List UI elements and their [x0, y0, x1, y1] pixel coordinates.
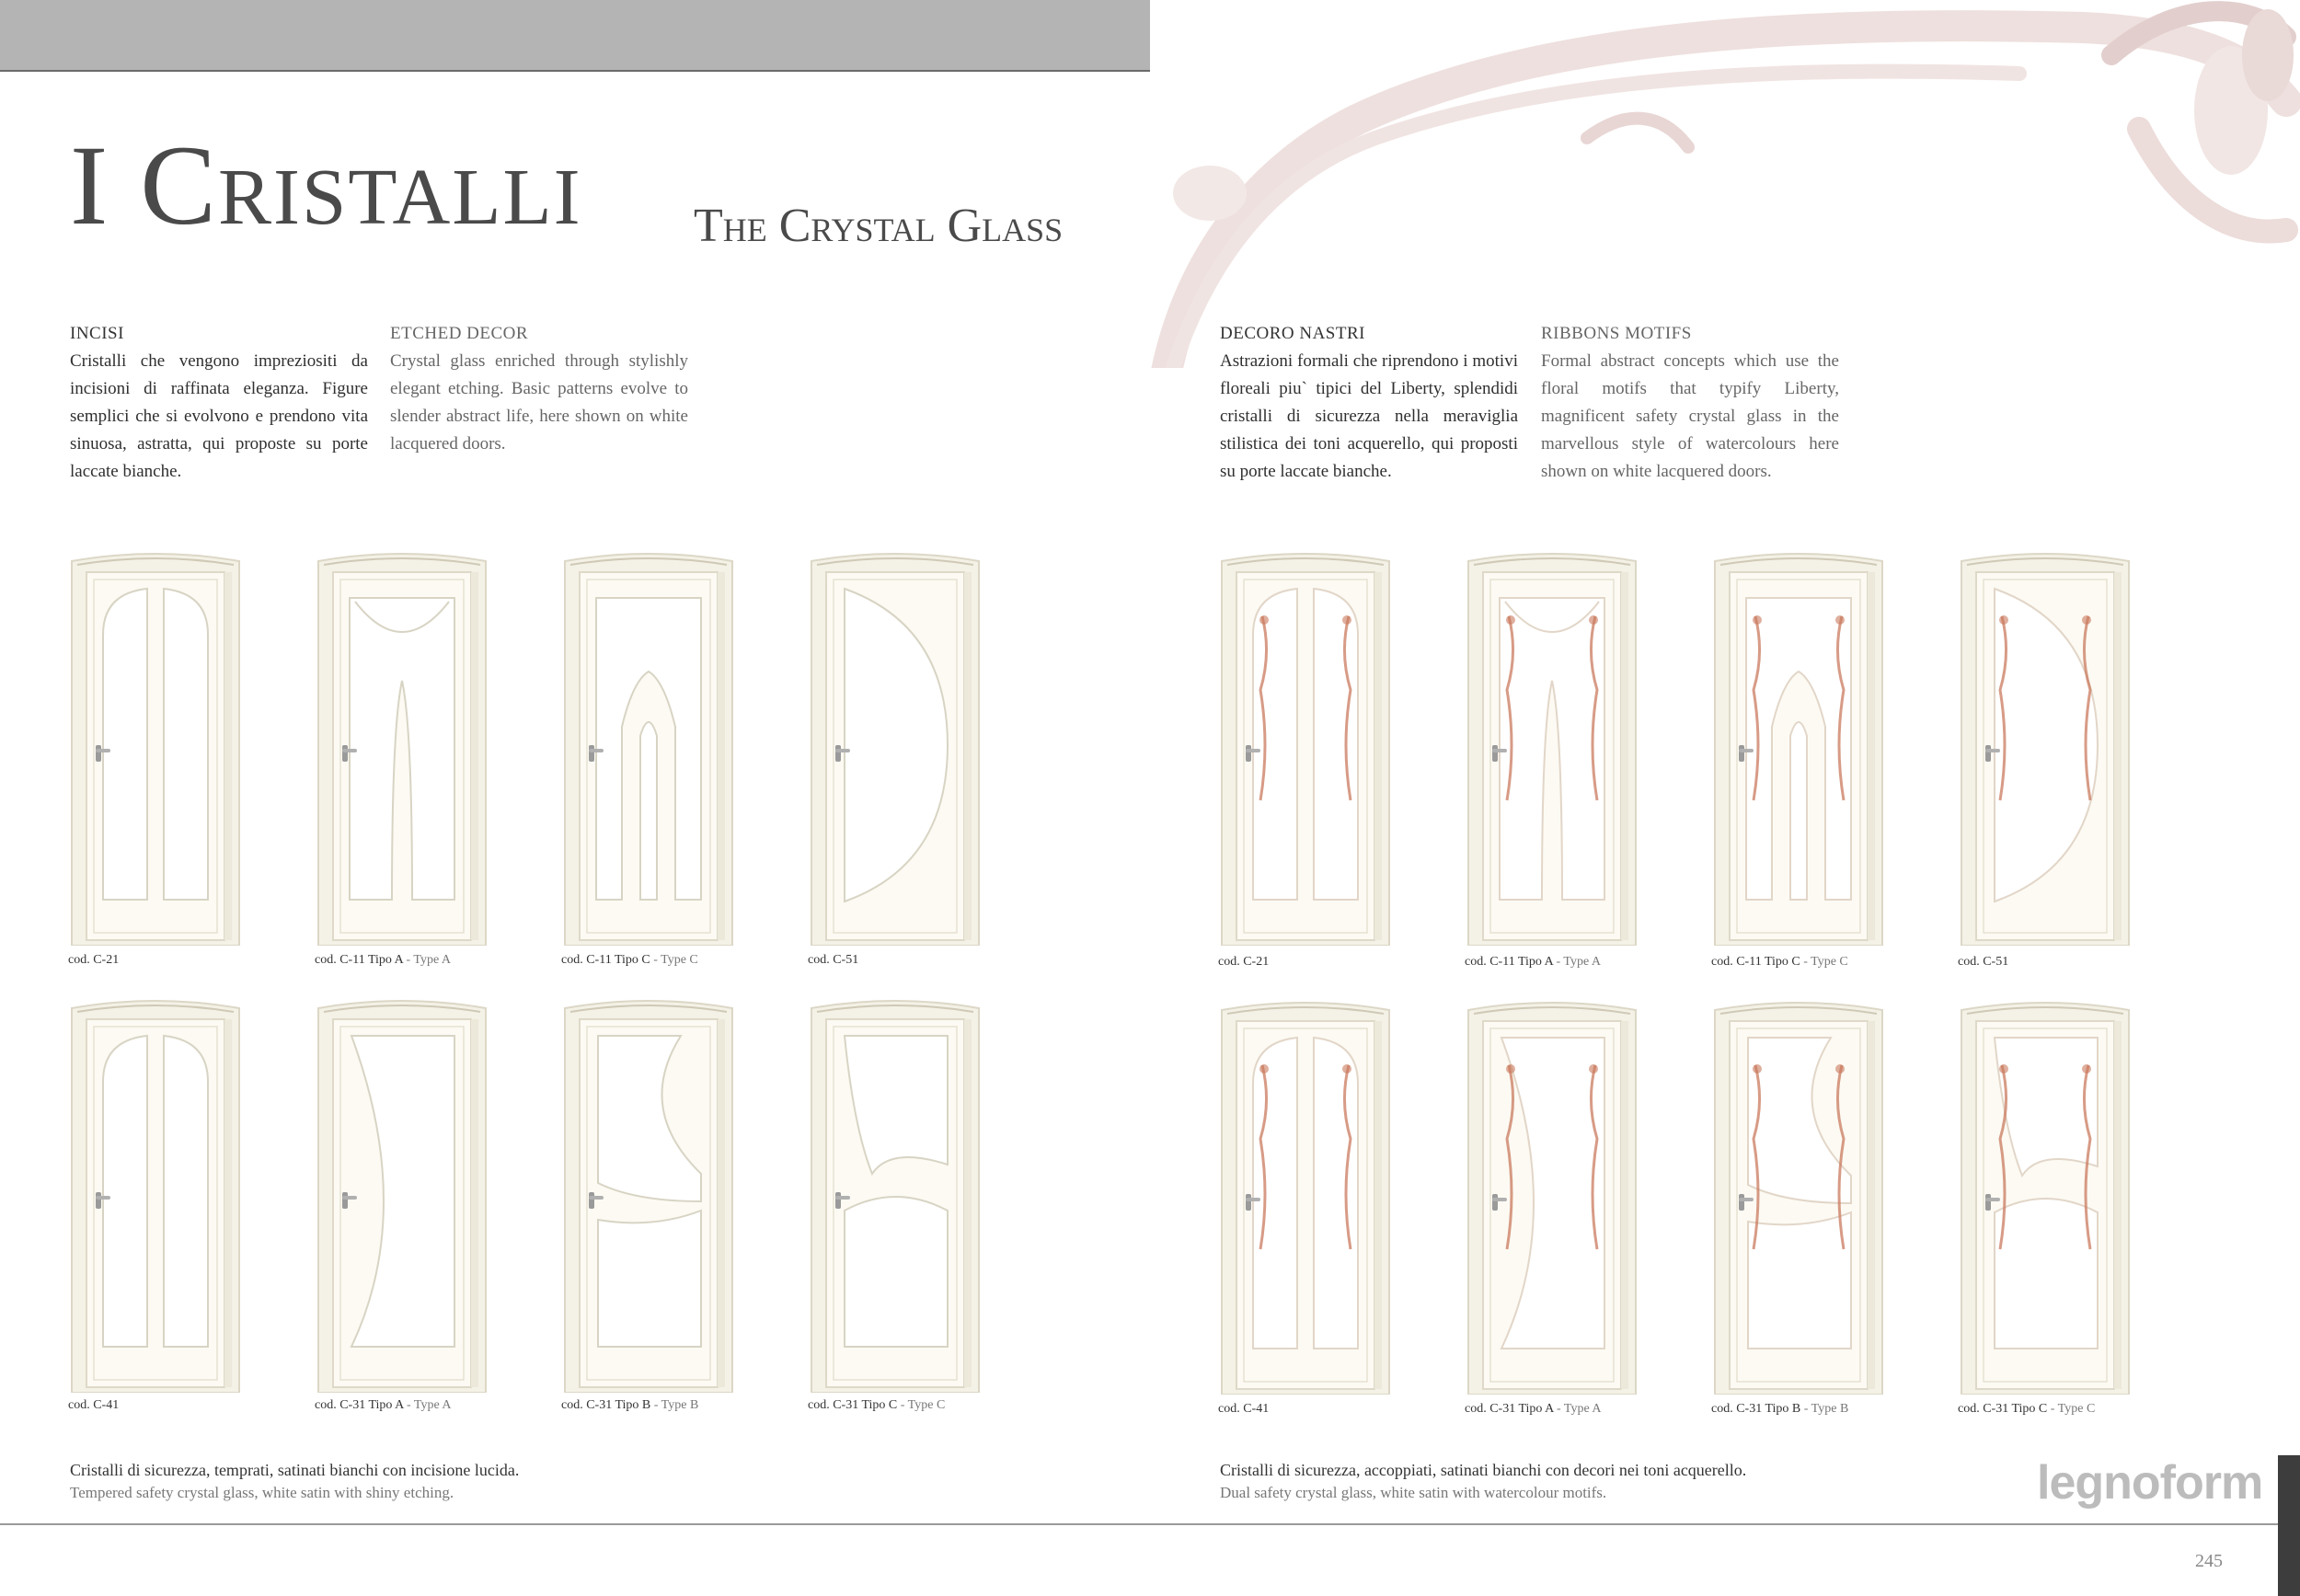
door-caption — [68, 953, 119, 968]
door-image — [808, 543, 983, 946]
section-body: Formal abstract concepts which use the floral motifs that typify Liberty, magnificent safety crystal glass in the marvellous style of watercolours here shown on white lacquered doors. — [1541, 351, 1839, 481]
door-image — [1218, 543, 1393, 946]
section-etched-en — [390, 324, 688, 458]
door-caption — [1465, 1402, 1602, 1417]
liberty-ribbon-decoration — [1145, 0, 2300, 368]
door-caption — [68, 1398, 119, 1413]
door-illustration — [808, 543, 983, 946]
section-etched-it — [70, 324, 368, 486]
door-illustration — [808, 990, 983, 1393]
section-ribbons-it — [1220, 324, 1518, 486]
page-title: I Cristalli — [70, 122, 582, 248]
door-caption — [808, 953, 858, 968]
footer-note-it: Cristalli di sicurezza, temprati, satinati bianchi con incisione lucida. — [70, 1461, 520, 1479]
bottom-divider — [0, 1523, 2282, 1525]
door-illustration — [1958, 992, 2133, 1395]
door-illustration — [1958, 543, 2133, 946]
door-type: - Type A — [1553, 1402, 1602, 1416]
footer-note-left — [70, 1461, 519, 1502]
section-heading: RIBBONS MOTIFS — [1541, 324, 1692, 343]
door-caption — [315, 1398, 452, 1413]
door-code: cod. C-31 Tipo B — [561, 1398, 651, 1412]
door-image — [315, 990, 489, 1393]
door-type: - Type A — [403, 1398, 452, 1412]
section-body: Astrazioni formali che riprendono i motivi floreali piu` tipici del Liberty, splendidi cristalli di sicurezza nella meraviglia stilistica dei toni acquerello, qui proposti su porte laccate bianche. — [1220, 351, 1518, 481]
door-illustration — [561, 543, 736, 946]
door-image — [1218, 992, 1393, 1395]
door-illustration — [68, 543, 243, 946]
door-illustration — [315, 990, 489, 1393]
door-image — [1711, 992, 1886, 1395]
footer-note-right — [1220, 1461, 1746, 1502]
section-ribbons-en — [1541, 324, 1839, 486]
door-caption — [1218, 955, 1269, 970]
door-type: - Type A — [402, 953, 452, 967]
door-code: cod. C-21 — [1218, 955, 1270, 969]
door-code: cod. C-11 Tipo A — [315, 953, 403, 967]
door-code: cod. C-51 — [808, 953, 859, 967]
section-heading: DECORO NASTRI — [1220, 324, 1365, 343]
page-subtitle: The Crystal Glass — [694, 200, 1064, 252]
door-type: - Type C — [2047, 1402, 2096, 1416]
door-image — [1465, 543, 1639, 946]
page-number: 245 — [2195, 1551, 2223, 1571]
door-image — [1711, 543, 1886, 946]
door-illustration — [1711, 992, 1886, 1395]
door-code: cod. C-11 Tipo A — [1465, 955, 1553, 969]
door-code: cod. C-31 Tipo A — [315, 1398, 404, 1412]
door-type: - Type A — [1552, 955, 1602, 969]
door-image — [1958, 992, 2133, 1395]
door-code: cod. C-41 — [1218, 1402, 1270, 1416]
door-caption — [808, 1398, 945, 1413]
door-illustration — [1711, 543, 1886, 946]
door-type: - Type C — [1800, 955, 1848, 969]
door-image — [561, 990, 736, 1393]
door-type: - Type B — [650, 1398, 699, 1412]
door-code: cod. C-11 Tipo C — [561, 953, 650, 967]
door-caption — [315, 953, 451, 968]
door-type: - Type C — [650, 953, 698, 967]
door-illustration — [68, 990, 243, 1393]
section-heading: ETCHED DECOR — [390, 324, 529, 343]
section-body: Cristalli che vengono impreziositi da incisioni di raffinata eleganza. Figure semplici che si evolvono e prendono vita sinuosa, astratta, qui proposte su porte laccate bianche. — [70, 351, 368, 481]
door-code: cod. C-31 Tipo A — [1465, 1402, 1554, 1416]
door-code: cod. C-11 Tipo C — [1711, 955, 1800, 969]
door-caption — [1711, 955, 1848, 970]
door-caption — [561, 1398, 698, 1413]
section-heading: INCISI — [70, 324, 124, 343]
door-image — [315, 543, 489, 946]
top-gray-bar — [0, 0, 1150, 72]
door-code: cod. C-41 — [68, 1398, 120, 1412]
door-caption — [1958, 1402, 2095, 1417]
door-code: cod. C-31 Tipo C — [808, 1398, 898, 1412]
door-code: cod. C-31 Tipo C — [1958, 1402, 2048, 1416]
door-illustration — [1465, 543, 1639, 946]
brand-logo: legnoform — [2037, 1456, 2263, 1510]
door-illustration — [1218, 543, 1393, 946]
section-body: Crystal glass enriched through stylishly elegant etching. Basic patterns evolve to slender abstract life, here shown on white lacquered doors. — [390, 351, 688, 454]
door-type: - Type B — [1800, 1402, 1849, 1416]
page-edge-tab — [2278, 1455, 2300, 1596]
door-illustration — [561, 990, 736, 1393]
door-illustration — [1465, 992, 1639, 1395]
door-image — [561, 543, 736, 946]
footer-note-it: Cristalli di sicurezza, accoppiati, satinati bianchi con decori nei toni acquerello. — [1220, 1461, 1747, 1479]
footer-note-en: Tempered safety crystal glass, white satin with shiny etching. — [70, 1484, 454, 1501]
door-caption — [1465, 955, 1601, 970]
door-image — [1958, 543, 2133, 946]
door-illustration — [315, 543, 489, 946]
door-caption — [561, 953, 698, 968]
door-code: cod. C-31 Tipo B — [1711, 1402, 1801, 1416]
door-caption — [1711, 1402, 1848, 1417]
door-caption — [1218, 1402, 1269, 1417]
door-code: cod. C-21 — [68, 953, 120, 967]
door-type: - Type C — [897, 1398, 946, 1412]
door-image — [1465, 992, 1639, 1395]
footer-note-en: Dual safety crystal glass, white satin with watercolour motifs. — [1220, 1484, 1607, 1501]
door-image — [808, 990, 983, 1393]
door-illustration — [1218, 992, 1393, 1395]
door-caption — [1958, 955, 2008, 970]
door-code: cod. C-51 — [1958, 955, 2009, 969]
door-image — [68, 990, 243, 1393]
door-image — [68, 543, 243, 946]
